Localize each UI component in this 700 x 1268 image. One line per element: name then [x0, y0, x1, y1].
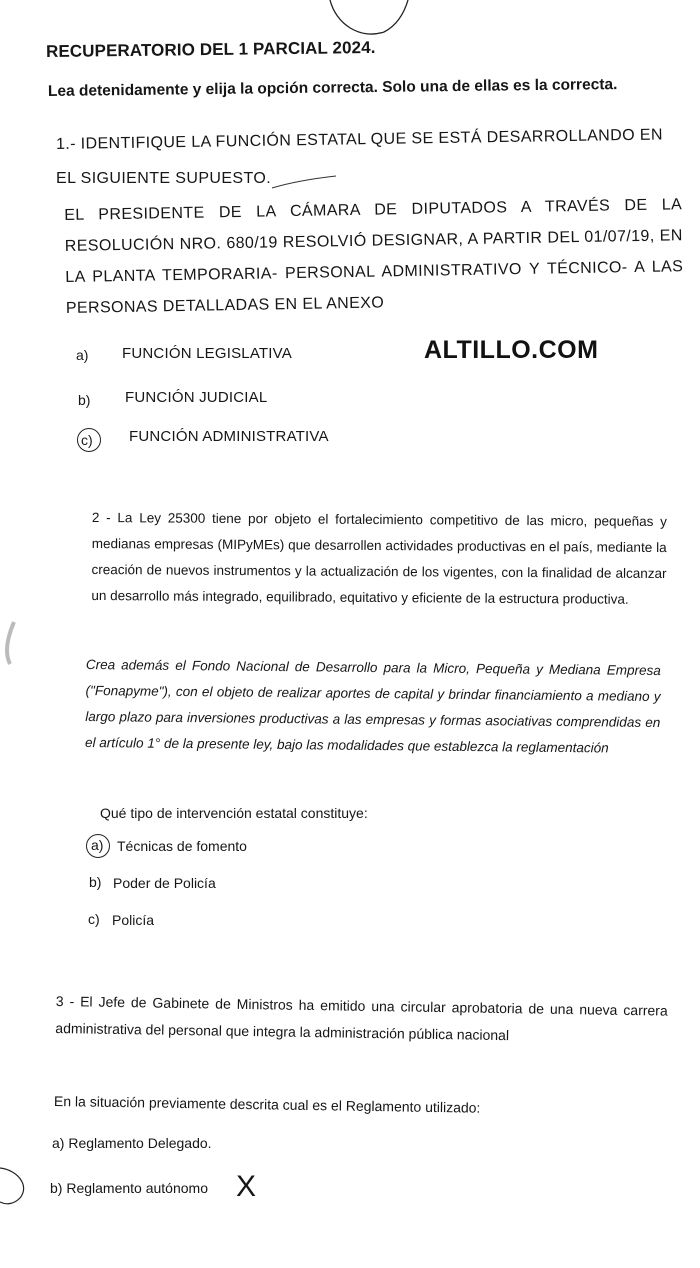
- q1-option-c-letter: c): [81, 432, 93, 448]
- q1-option-b-text[interactable]: FUNCIÓN JUDICIAL: [125, 389, 268, 406]
- q2-option-c-letter: c): [88, 911, 100, 927]
- q3-option-b-x-mark: X: [236, 1170, 257, 1203]
- q1-option-a-letter: a): [76, 347, 89, 363]
- q1-option-c-text[interactable]: FUNCIÓN ADMINISTRATIVA: [129, 428, 329, 445]
- margin-smudge-mark: [7, 622, 14, 664]
- q2-question: Qué tipo de intervención estatal constituye:: [100, 805, 368, 821]
- q1-prompt-line1: 1.- IDENTIFIQUE LA FUNCIÓN ESTATAL QUE SE ESTÁ DESARROLLANDO EN: [55, 126, 664, 153]
- top-scribble-mark: [330, 0, 408, 34]
- q2-option-a-text[interactable]: Técnicas de fomento: [117, 838, 247, 854]
- q2-option-b-text[interactable]: Poder de Policía: [113, 875, 216, 891]
- exam-title: RECUPERATORIO DEL 1 PARCIAL 2024.: [45, 37, 376, 62]
- underline-pen-stroke: [272, 176, 336, 188]
- q1-prompt-line2: EL SIGUIENTE SUPUESTO.: [56, 170, 272, 187]
- q3-paragraph: 3 - El Jefe de Gabinete de Ministros ha emitido una circular aprobatoria de una nueva carrera administrativa del personal que integra la administración pública nacional: [55, 992, 668, 1044]
- q2-option-b-letter: b): [89, 874, 102, 890]
- q2-paragraph-1: 2 - La Ley 25300 tiene por objeto el fortalecimiento competitivo de las micro, pequeñas y medianas empresas (MIPyMEs) que desarrollen actividades productivas en el país, mediante la creación de nuevos instrumentos y la actualización de los vigentes, con la finalidad de alcanzar un desarrollo más integrado, equilibrado, equitativo y eficiente de la estructura productiva.: [91, 509, 667, 607]
- q3-question: En la situación previamente descrita cual es el Reglamento utilizado:: [53, 1093, 481, 1116]
- q2-option-c-text[interactable]: Policía: [112, 912, 155, 928]
- q1-option-b-letter: b): [78, 392, 91, 408]
- altillo-watermark: ALTILLO.COM: [424, 336, 599, 364]
- exam-instructions: Lea detenidamente y elija la opción correcta. Solo una de ellas es la correcta.: [47, 76, 618, 100]
- q3-option-a[interactable]: a) Reglamento Delegado.: [52, 1135, 212, 1151]
- q2-option-a-letter: a): [91, 837, 104, 853]
- q2-paragraph-2: Crea además el Fondo Nacional de Desarrollo para la Micro, Pequeña y Mediana Empresa ("Fonapyme"), con el objeto de realizar aportes de capital y brindar financiamiento a mediano y largo plazo para inversiones productivas a las empresas y formas asociativas comprendidas en el artículo 1° de la presente ley, bajo las modalidades que establezca la reglamentación: [84, 656, 661, 756]
- q3-option-b[interactable]: b) Reglamento autónomo: [50, 1180, 208, 1196]
- margin-curve-mark: [0, 1168, 24, 1204]
- q1-option-a-text[interactable]: FUNCIÓN LEGISLATIVA: [122, 345, 292, 362]
- q1-case-text: EL PRESIDENTE DE LA CÁMARA DE DIPUTADOS A TRAVÉS DE LA RESOLUCIÓN NRO. 680/19 RESOLVIÓ DESIGNAR, A PARTIR DEL 01/07/19, EN LA PLANTA TEMPORARIA- PERSONAL ADMINISTRATIVO Y TÉCNICO- A LAS PERSONAS DETALLADAS EN EL ANEXO: [64, 196, 684, 317]
